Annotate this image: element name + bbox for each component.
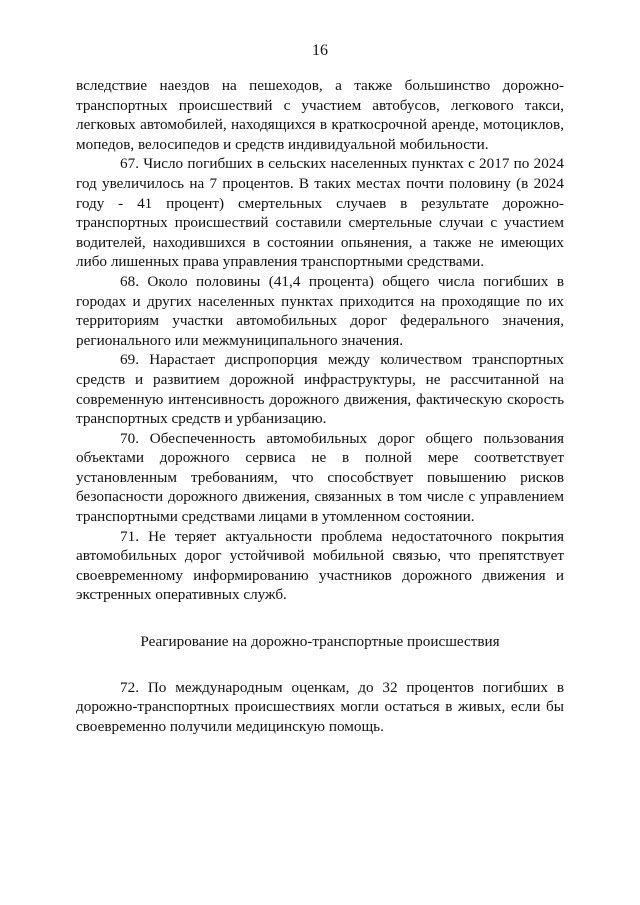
paragraph-69: 69. Нарастает диспропорция между количеством транспортных средств и развитием дорожной инфраструктуры, не рассчитанной на современную интенсивность дорожного движения, фактическую скорость транспортных средств и урбанизацию. <box>76 351 564 428</box>
paragraph-67: 67. Число погибших в сельских населенных пунктах с 2017 по 2024 год увеличилось на 7 процентов. В таких местах почти половину (в 2024 году - 41 процент) смертельных случаев в результате дорожно-транспортных происшествий составили смертельные случаи с участием водителей, находившихся в состоянии опьянения, а также не имеющих либо лишенных права управления транспортными средствами. <box>76 155 564 271</box>
paragraph-68: 68. Около половины (41,4 процента) общего числа погибших в городах и других населенных пунктах приходится на проходящие по их территориям участки автомобильных дорог федерального значения, регионального или межмуниципального значения. <box>76 272 564 349</box>
paragraph-72: 72. По международным оценкам, до 32 процентов погибших в дорожно-транспортных происшествиях могли остаться в живых, если бы своевременно получили медицинскую помощь. <box>76 678 564 735</box>
paragraph-70: 70. Обеспеченность автомобильных дорог общего пользования объектами дорожного сервиса не в полной мере соответствует установленным требованиям, что способствует повышению рисков безопасности дорожного движения, связанных в том числе с управлением транспортными средствами лицами в утомленном состоянии. <box>76 429 564 526</box>
paragraph-71: 71. Не теряет актуальности проблема недостаточного покрытия автомобильных дорог устойчивой мобильной связью, что препятствует своевременному информированию участников дорожного движения и экстренных оперативных служб. <box>76 527 564 604</box>
section-heading: Реагирование на дорожно-транспортные происшествия <box>140 633 500 651</box>
paragraph-continuation: вследствие наездов на пешеходов, а также большинство дорожно-транспортных происшествий с участием автобусов, легкового такси, легковых автомобилей, находящихся в краткосрочной аренде, мотоциклов, мопедов, велосипедов и средств индивидуальной мобильности. <box>76 77 564 153</box>
document-body <box>76 76 564 736</box>
page-number: 16 <box>312 42 328 59</box>
